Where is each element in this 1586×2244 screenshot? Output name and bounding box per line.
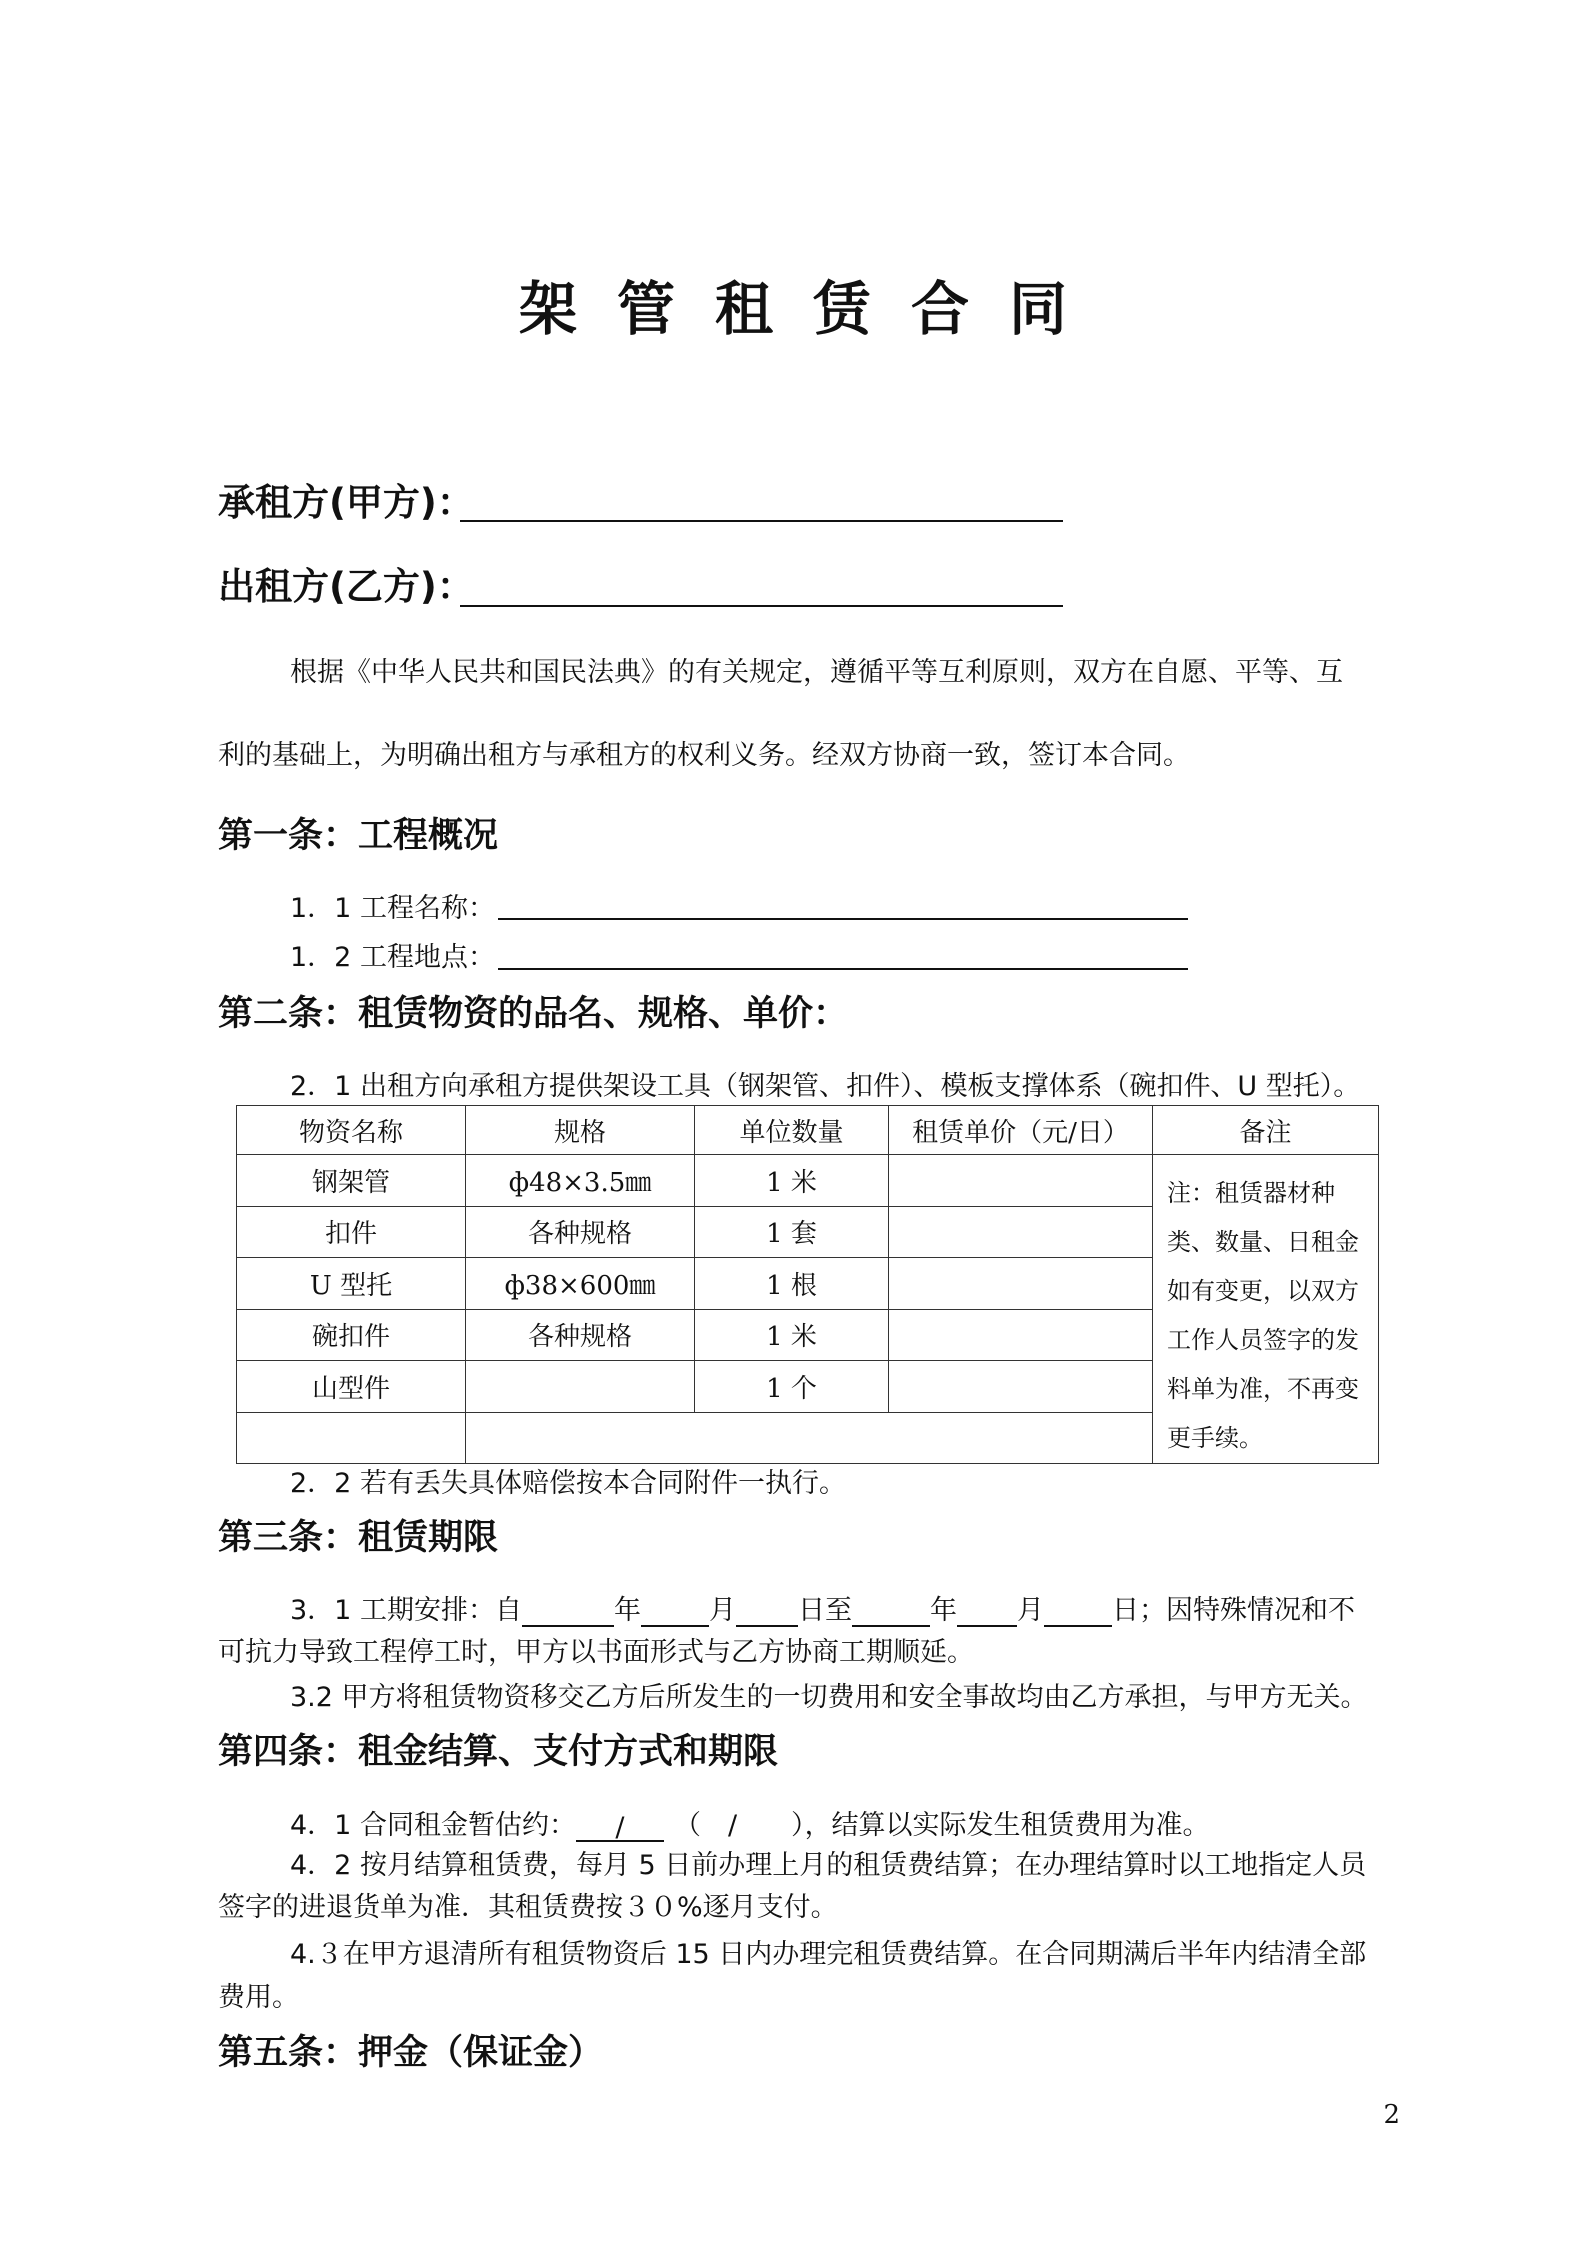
end-day-blank[interactable]: [1044, 1597, 1112, 1627]
table-cell: [889, 1361, 1153, 1413]
day-to-label: 日至: [797, 1595, 852, 1626]
table-cell: [466, 1361, 695, 1413]
table-cell: 山型件: [237, 1361, 466, 1413]
day-end-label: 日；因特殊情况和不: [1111, 1595, 1355, 1626]
table-cell: [889, 1258, 1153, 1310]
materials-table: [236, 1105, 1379, 1464]
rent-estimate-blank[interactable]: /: [576, 1812, 664, 1842]
start-day-blank[interactable]: [736, 1597, 798, 1627]
article-4-heading: 第四条：租金结算、支付方式和期限: [218, 1732, 779, 1772]
table-cell: 1 套: [695, 1206, 889, 1258]
article-2-item-1: 2．1 出租方向承租方提供架设工具（钢架管、扣件）、模板支撑体系（碗扣件、U 型托）。: [290, 1071, 1361, 1102]
header-cell: 物资名称: [237, 1106, 466, 1155]
page-number: 2: [1383, 2100, 1400, 2130]
table-header-row: [237, 1106, 1379, 1155]
article-2-item-2: 2．2 若有丢失具体赔偿按本合同附件一执行。: [290, 1468, 846, 1499]
article-4-item-2-line-2: 签字的进退货单为准．其租赁费按３０%逐月支付。: [218, 1892, 838, 1923]
table-cell: [889, 1155, 1153, 1207]
article-2-heading: 第二条：租赁物资的品名、规格、单价：: [218, 994, 849, 1034]
header-cell: 租赁单价（元/日）: [889, 1106, 1153, 1155]
table-cell: U 型托: [237, 1258, 466, 1310]
intro-line-1: 根据《中华人民共和国民法典》的有关规定，遵循平等互利原则，双方在自愿、平等、互: [290, 657, 1343, 688]
party-b-blank-line: [460, 605, 1063, 607]
rent-estimate-prefix: 4．1 合同租金暂估约：: [290, 1810, 576, 1841]
article-4-item-3-line-1: 4.３在甲方退清所有租赁物资后 15 日内办理完租赁费结算。在合同期满后半年内结清全部: [290, 1939, 1367, 1970]
month-label: 月: [708, 1595, 736, 1626]
start-month-blank[interactable]: [641, 1597, 709, 1627]
article-1-item-1: 1．1 工程名称：: [290, 893, 495, 924]
article-4-item-3-line-2: 费用。: [218, 1982, 299, 2013]
article-3-item-2: 3.2 甲方将租赁物资移交乙方后所发生的一切费用和安全事故均由乙方承担，与甲方无关。: [290, 1682, 1368, 1713]
end-month-blank[interactable]: [957, 1597, 1017, 1627]
table-cell: [889, 1206, 1153, 1258]
table-cell: 1 米: [695, 1155, 889, 1207]
table-cell: [466, 1412, 1153, 1464]
article-3-item-1-line-2: 可抗力导致工程停工时，甲方以书面形式与乙方协商工期顺延。: [218, 1637, 974, 1668]
table-cell: [889, 1309, 1153, 1361]
term-prefix: 3．1 工期安排：自: [290, 1595, 522, 1626]
header-cell: 单位数量: [695, 1106, 889, 1155]
header-cell: 规格: [466, 1106, 695, 1155]
remarks-note: 注：租赁器材种类、数量、日租金如有变更，以双方工作人员签字的发料单为准，不再变更手续。: [1153, 1155, 1379, 1464]
table-cell: ф38×600㎜: [466, 1258, 695, 1310]
article-4-item-1: [290, 1803, 1210, 1842]
contract-title: 架管租赁合同: [518, 275, 1107, 343]
article-4-item-2-line-1: 4．2 按月结算租赁费，每月 5 日前办理上月的租赁费结算；在办理结算时以工地指定人员: [290, 1850, 1367, 1881]
table-row: [237, 1155, 1379, 1207]
table-cell: 各种规格: [466, 1206, 695, 1258]
table-cell: 1 个: [695, 1361, 889, 1413]
month-label: 月: [1016, 1595, 1044, 1626]
party-a-blank-line: [460, 520, 1063, 522]
table-cell: 扣件: [237, 1206, 466, 1258]
party-a-label: 承租方(甲方)：: [218, 481, 474, 524]
article-3-heading: 第三条：租赁期限: [218, 1518, 499, 1558]
table-cell: 各种规格: [466, 1309, 695, 1361]
article-5-heading: 第五条：押金（保证金）: [218, 2033, 604, 2073]
year-label: 年: [929, 1595, 957, 1626]
header-cell: 备注: [1153, 1106, 1379, 1155]
table-cell: 1 根: [695, 1258, 889, 1310]
rent-estimate-paren: （ / ）: [673, 1810, 805, 1841]
rent-estimate-suffix: ，结算以实际发生租赁费用为准。: [804, 1810, 1210, 1841]
article-1-item-2: 1．2 工程地点：: [290, 942, 495, 973]
party-b-label: 出租方(乙方)：: [218, 565, 474, 608]
table-cell: ф48×3.5㎜: [466, 1155, 695, 1207]
year-label: 年: [613, 1595, 641, 1626]
article-1-heading: 第一条：工程概况: [218, 816, 499, 856]
table-cell: 碗扣件: [237, 1309, 466, 1361]
table-cell: [237, 1412, 466, 1464]
start-year-blank[interactable]: [522, 1597, 614, 1627]
project-location-blank-line: [498, 968, 1188, 970]
article-3-item-1: [290, 1588, 1355, 1627]
table-cell: 1 米: [695, 1309, 889, 1361]
intro-line-2: 利的基础上，为明确出租方与承租方的权利义务。经双方协商一致，签订本合同。: [218, 740, 1190, 771]
table-cell: 钢架管: [237, 1155, 466, 1207]
project-name-blank-line: [498, 918, 1188, 920]
end-year-blank[interactable]: [852, 1597, 930, 1627]
